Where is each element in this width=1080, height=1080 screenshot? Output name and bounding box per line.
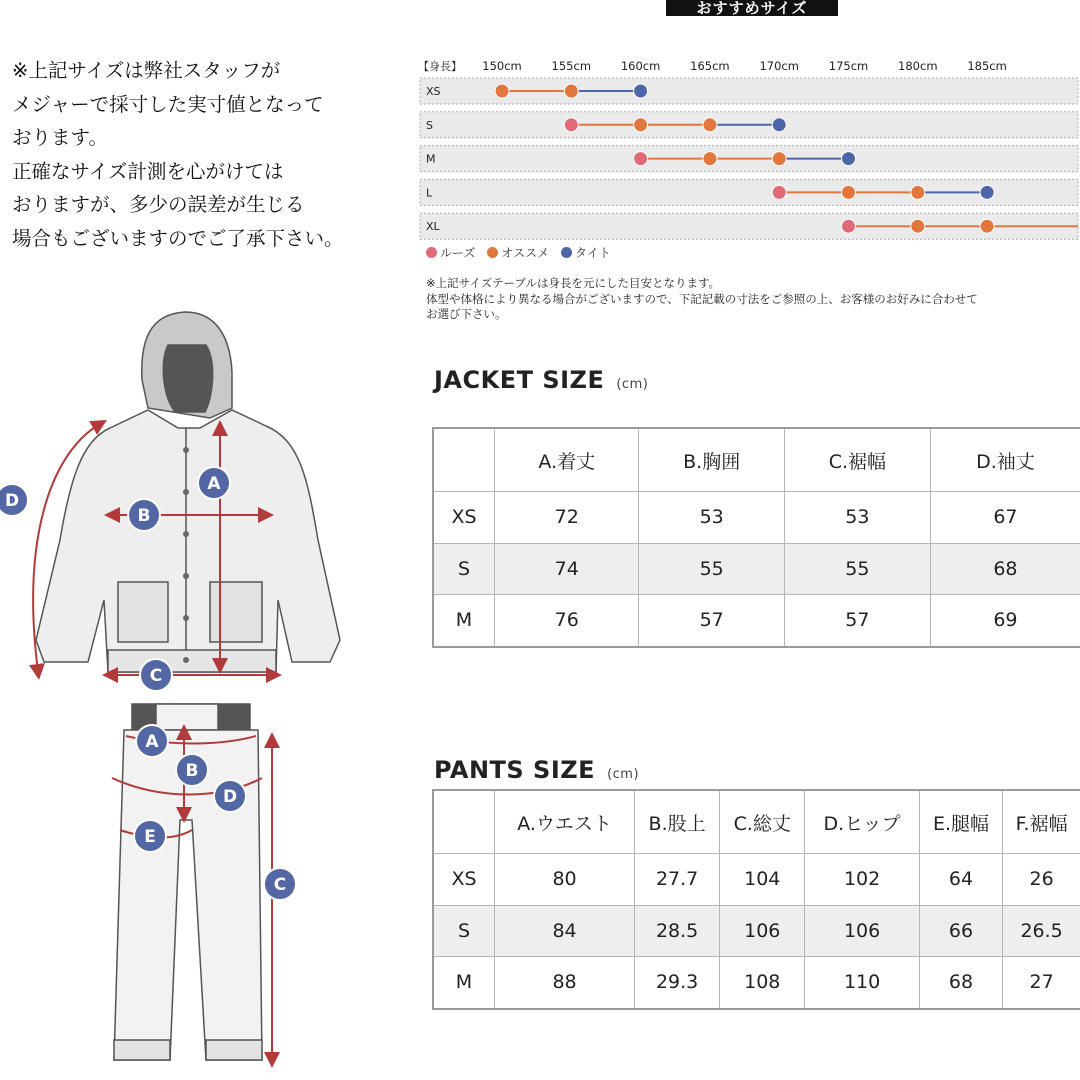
table-cell: 106 — [805, 905, 919, 956]
svg-text:C: C — [273, 875, 287, 895]
column-header: B.股上 — [635, 790, 720, 854]
row-size-label: XS — [433, 492, 495, 543]
svg-text:D: D — [4, 491, 20, 511]
jacket-label-b — [128, 499, 160, 531]
tight-dot-icon — [561, 247, 572, 258]
svg-text:E: E — [144, 827, 156, 847]
table-cell: 28.5 — [635, 905, 720, 956]
jacket-unit: (cm) — [616, 377, 649, 392]
loose-point — [634, 152, 648, 166]
jacket-row — [433, 594, 1080, 647]
height-tick-label: 160cm — [620, 59, 661, 73]
loose-dot-icon — [426, 247, 437, 258]
pants-label-a — [136, 725, 168, 757]
legend-loose — [426, 244, 475, 261]
column-header — [433, 428, 495, 492]
table-cell: 67 — [930, 492, 1080, 543]
table-cell: 53 — [639, 492, 784, 543]
height-tick-label: 150cm — [482, 59, 522, 73]
table-cell: 106 — [720, 905, 805, 956]
table-cell: 72 — [495, 492, 639, 543]
garment-diagram — [0, 300, 400, 1080]
height-tick-label: 180cm — [898, 59, 938, 73]
tight-point — [772, 118, 786, 132]
height-tick-label: 165cm — [690, 59, 730, 73]
pants-size-title — [434, 756, 639, 784]
pants-title-text: PANTS SIZE — [434, 756, 596, 784]
table-cell: 29.3 — [635, 956, 720, 1009]
table-cell: 74 — [495, 543, 639, 594]
size-table-note — [426, 276, 1080, 323]
size-row-label: M — [426, 152, 436, 166]
size-row-label: XS — [426, 85, 441, 98]
pants-header-row — [433, 790, 1080, 854]
column-header: C.総丈 — [720, 790, 805, 854]
recommended-point — [703, 118, 717, 132]
table-cell: 110 — [805, 956, 919, 1009]
rec-note-line: お選び下さい。 — [426, 307, 507, 321]
pants-row — [433, 854, 1080, 905]
pants-label-e — [134, 820, 166, 852]
column-header: A.ウエスト — [495, 790, 635, 854]
row-size-label: M — [433, 956, 495, 1009]
table-cell: 68 — [919, 956, 1003, 1009]
pants-unit: (cm) — [607, 767, 640, 782]
jacket-title-text: JACKET SIZE — [434, 366, 605, 394]
loose-point — [564, 118, 578, 132]
tight-point — [842, 152, 856, 166]
pants-row — [433, 905, 1080, 956]
tight-point — [980, 185, 994, 199]
table-cell: 26.5 — [1003, 905, 1080, 956]
table-cell: 27 — [1003, 956, 1080, 1009]
loose-point — [772, 185, 786, 199]
table-cell: 26 — [1003, 854, 1080, 905]
size-row-label: XL — [426, 220, 440, 234]
table-cell: 69 — [930, 594, 1080, 647]
measurement-note — [12, 54, 392, 255]
table-cell: 104 — [720, 854, 805, 905]
column-header — [433, 790, 495, 854]
column-header: A.着丈 — [495, 428, 639, 492]
note-line: おります。 — [12, 126, 108, 149]
column-header: E.腿幅 — [919, 790, 1003, 854]
height-axis-label: 【身長】 — [418, 60, 462, 73]
row-size-label: S — [433, 905, 495, 956]
note-line: 正確なサイズ計測を心がけては — [12, 159, 284, 183]
svg-text:A: A — [145, 732, 159, 752]
table-cell: 53 — [784, 492, 930, 543]
column-header: C.裾幅 — [784, 428, 930, 492]
jacket-header-row — [433, 428, 1080, 492]
recommended-point — [564, 84, 578, 98]
note-line: メジャーで採寸した実寸値となって — [12, 92, 324, 116]
row-size-label: M — [433, 594, 495, 647]
recommended-point — [842, 185, 856, 199]
recommended-point — [495, 84, 509, 98]
row-size-label: S — [433, 543, 495, 594]
height-tick-label: 170cm — [759, 59, 799, 73]
table-cell: 102 — [805, 854, 919, 905]
row-size-label: XS — [433, 854, 495, 905]
recommended-point — [911, 185, 925, 199]
recommended-point — [703, 152, 717, 166]
table-cell: 64 — [919, 854, 1003, 905]
column-header: D.袖丈 — [930, 428, 1080, 492]
note-line: おりますが、多少の誤差が生じる — [12, 193, 305, 216]
legend-recommended-label: オススメ — [501, 246, 550, 260]
svg-text:D: D — [222, 787, 238, 807]
jacket-label-c — [140, 659, 172, 691]
svg-text:C: C — [149, 666, 163, 686]
svg-text:B: B — [185, 761, 199, 781]
pants-label-d — [214, 780, 246, 812]
table-cell: 80 — [495, 854, 635, 905]
rec-note-line: 体型や体格により異なる場合がございますので、下記記載の寸法をご参照の上、お客様のお好みに合わせて — [426, 291, 978, 306]
table-cell: 27.7 — [635, 854, 720, 905]
recommended-point — [911, 219, 925, 233]
recommended-dot-icon — [487, 247, 498, 258]
pants-label-b — [176, 754, 208, 786]
recommended-size-badge: おすすめサイズ — [666, 0, 838, 16]
jacket-label-d — [0, 484, 28, 516]
tight-point — [634, 84, 648, 98]
pants-size-table — [432, 789, 1080, 1010]
legend-tight — [561, 244, 611, 261]
table-cell: 88 — [495, 956, 635, 1009]
column-header: B.胸囲 — [639, 428, 784, 492]
jacket-row — [433, 543, 1080, 594]
table-cell: 57 — [639, 594, 784, 647]
rec-note-line: ※上記サイズテーブルは身長を元にした目安となります。 — [426, 276, 721, 290]
svg-text:B: B — [137, 506, 151, 526]
height-tick-label: 175cm — [828, 59, 869, 73]
chart-legend — [426, 244, 619, 261]
table-cell: 84 — [495, 905, 635, 956]
table-cell: 66 — [919, 905, 1003, 956]
jacket-size-table — [432, 427, 1080, 648]
jacket-size-title — [434, 366, 648, 394]
table-cell: 108 — [720, 956, 805, 1009]
table-cell: 55 — [639, 543, 784, 594]
recommended-size-chart — [418, 56, 1080, 246]
legend-loose-label: ルーズ — [440, 246, 476, 260]
recommended-size-svg — [418, 56, 1080, 246]
recommended-point — [980, 219, 994, 233]
jacket-label-a — [198, 467, 230, 499]
height-tick-label: 155cm — [551, 59, 592, 73]
table-cell: 55 — [784, 543, 930, 594]
note-line: ※上記サイズは弊社スタッフが — [12, 59, 281, 82]
pants-row — [433, 956, 1080, 1009]
pants-label-c — [264, 868, 296, 900]
jacket-row — [433, 492, 1080, 543]
svg-text:A: A — [207, 474, 221, 494]
recommended-point — [772, 152, 786, 166]
table-cell: 68 — [930, 543, 1080, 594]
column-header: D.ヒップ — [805, 790, 919, 854]
size-row-label: L — [426, 186, 433, 200]
column-header: F.裾幅 — [1003, 790, 1080, 854]
note-line: 場合もございますのでご了承下さい。 — [12, 226, 344, 250]
height-tick-label: 185cm — [967, 59, 1007, 73]
legend-tight-label: タイト — [574, 246, 611, 260]
table-cell: 76 — [495, 594, 639, 647]
recommended-point — [634, 118, 648, 132]
table-cell: 57 — [784, 594, 930, 647]
size-row-label: S — [426, 118, 433, 132]
loose-point — [842, 219, 856, 233]
legend-recommended — [487, 244, 549, 261]
